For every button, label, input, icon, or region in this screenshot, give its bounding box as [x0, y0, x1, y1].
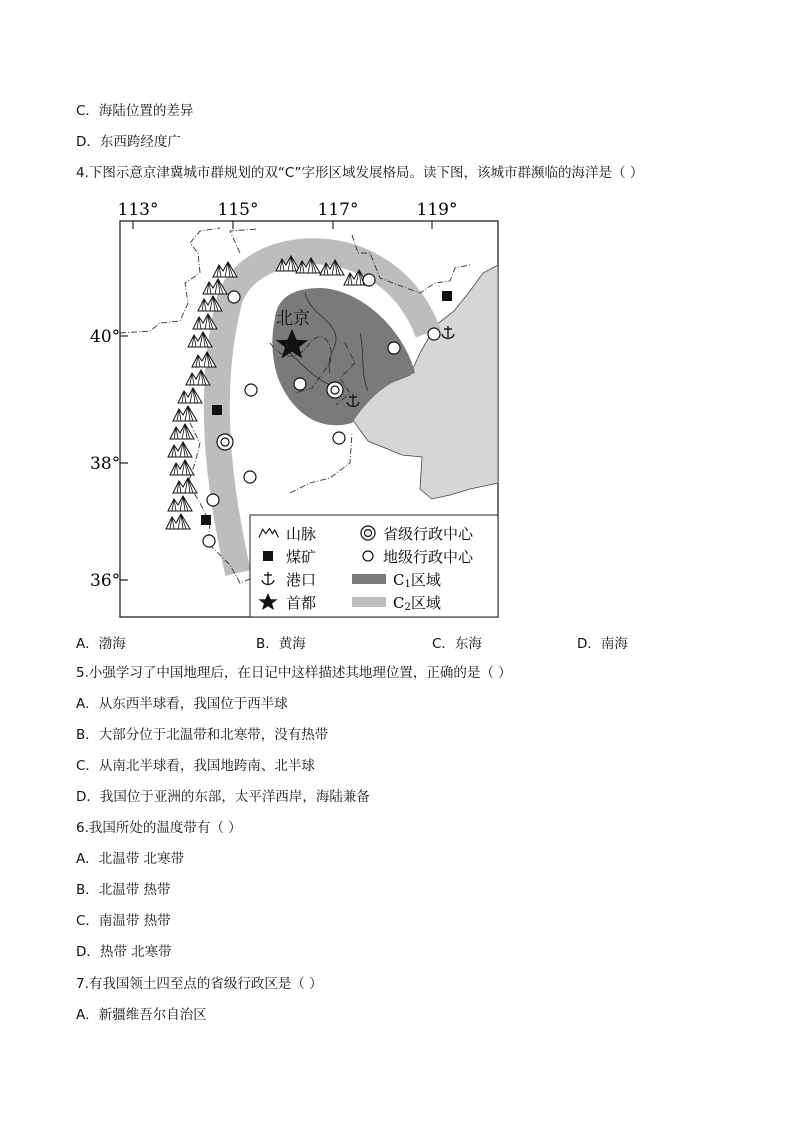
- legend-mountain-label: 山脉: [286, 525, 317, 543]
- legend-prefectural-label: 地级行政中心: [383, 548, 474, 566]
- lon-label-113: 113°: [117, 200, 159, 220]
- map-legend: [250, 515, 498, 617]
- legend-port-label: 港口: [286, 571, 317, 589]
- coal-mine-icon: [442, 291, 452, 301]
- question-7: 7.有我国领土四至点的省级行政区是（ ）: [76, 976, 323, 992]
- lon-label-115: 115°: [217, 200, 259, 220]
- q7-option-a: A．新疆维吾尔自治区: [76, 1007, 207, 1023]
- q4-option-a: A．渤海: [76, 636, 126, 652]
- coal-mine-icon: [212, 405, 222, 415]
- q6-option-d: D．热带 北寒带: [76, 944, 172, 960]
- q6-option-c: C．南温带 热带: [76, 913, 171, 929]
- q6-option-a: A．北温带 北寒带: [76, 851, 185, 867]
- q5-option-b: B．大部分位于北温带和北寒带，没有热带: [76, 727, 329, 743]
- legend-c1-label: C1区域: [393, 571, 441, 590]
- coal-mine-icon: [201, 515, 211, 525]
- q4-options: [76, 632, 716, 650]
- legend-capital-label: 首都: [286, 594, 317, 612]
- q3-option-c: C．海陆位置的差异: [76, 103, 194, 119]
- q6-option-b: B．北温带 热带: [76, 882, 171, 898]
- question-6: 6.我国所处的温度带有（ ）: [76, 820, 242, 836]
- q5-option-a: A．从东西半球看，我国位于西半球: [76, 696, 288, 712]
- lat-label-40: 40°: [90, 327, 121, 347]
- q4-option-d: D．南海: [577, 636, 628, 652]
- beijing-tianjin-hebei-map: [90, 193, 510, 623]
- q5-option-d: D．我国位于亚洲的东部，太平洋西岸，海陆兼备: [76, 789, 370, 805]
- lat-label-36: 36°: [90, 571, 121, 591]
- q4-option-b: B．黄海: [256, 636, 306, 652]
- q5-option-c: C．从南北半球看，我国地跨南、北半球: [76, 758, 315, 774]
- legend-provincial-label: 省级行政中心: [383, 525, 474, 543]
- question-5: 5.小强学习了中国地理后，在日记中这样描述其地理位置，正确的是（ ）: [76, 665, 512, 681]
- capital-label: 北京: [276, 309, 310, 329]
- legend-c2-label: C2区域: [393, 594, 441, 613]
- lat-label-38: 38°: [90, 454, 121, 474]
- q3-option-d: D．东西跨经度广: [76, 134, 181, 150]
- q4-option-c: C．东海: [432, 636, 482, 652]
- question-4: 4.下图示意京津冀城市群规划的双“C”字形区域发展格局。读下图，该城市群濒临的海洋是（ ）: [76, 165, 644, 181]
- legend-coal-label: 煤矿: [286, 548, 317, 566]
- lon-label-117: 117°: [317, 200, 359, 220]
- lon-label-119: 119°: [416, 200, 458, 220]
